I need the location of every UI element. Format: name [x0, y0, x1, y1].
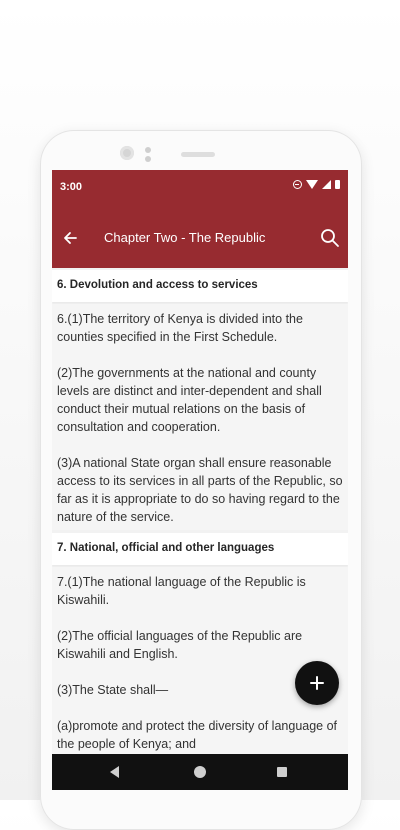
section-heading: 6. Devolution and access to services — [57, 279, 258, 291]
section-header[interactable] — [52, 533, 348, 565]
page-title: Chapter Two - The Republic — [104, 230, 266, 245]
paragraph: (2)The official languages of the Republic are Kiswahili and English. — [57, 629, 303, 661]
nav-recents-icon[interactable] — [277, 767, 287, 777]
add-fab-button[interactable] — [295, 661, 339, 705]
status-time: 3:00 — [60, 181, 83, 193]
sensor-dot — [145, 156, 151, 162]
status-icons — [293, 180, 340, 189]
search-button[interactable] — [318, 226, 342, 250]
app-bar — [52, 170, 348, 268]
section-header[interactable] — [52, 270, 348, 302]
section-body — [52, 567, 348, 754]
do-not-disturb-icon — [293, 180, 302, 189]
screen — [52, 170, 348, 790]
paragraph: 7.(1)The national language of the Republic is Kiswahili. — [57, 575, 306, 607]
paragraph: (2)The governments at the national and county levels are distinct and inter-dependent and shall conduct their mutual relations on the basis of consultation and cooperation. — [57, 366, 322, 434]
nav-home-icon[interactable] — [194, 766, 206, 778]
front-camera — [120, 146, 134, 160]
paragraph: (3)The State shall— — [57, 683, 169, 697]
paragraph: 6.(1)The territory of Kenya is divided into the counties specified in the First Schedule. — [57, 312, 303, 344]
battery-icon — [335, 180, 340, 189]
nav-back-icon[interactable] — [110, 766, 119, 778]
paragraph: (a)promote and protect the diversity of language of the people of Kenya; and — [57, 719, 338, 751]
system-nav-bar — [52, 754, 348, 790]
plus-icon — [310, 676, 324, 690]
search-icon — [320, 228, 340, 248]
earpiece-speaker — [181, 152, 215, 157]
sensor-dot — [145, 147, 151, 153]
back-button[interactable] — [58, 226, 82, 250]
wifi-icon — [306, 180, 318, 189]
section-body — [52, 304, 348, 530]
signal-icon — [322, 180, 331, 189]
section-heading: 7. National, official and other languages — [57, 542, 275, 554]
paragraph: (3)A national State organ shall ensure reasonable access to its services in all parts of the Republic, so far as it is appropriate to do so having regard to the nature of the service. — [57, 456, 343, 524]
arrow-left-icon — [62, 230, 78, 246]
